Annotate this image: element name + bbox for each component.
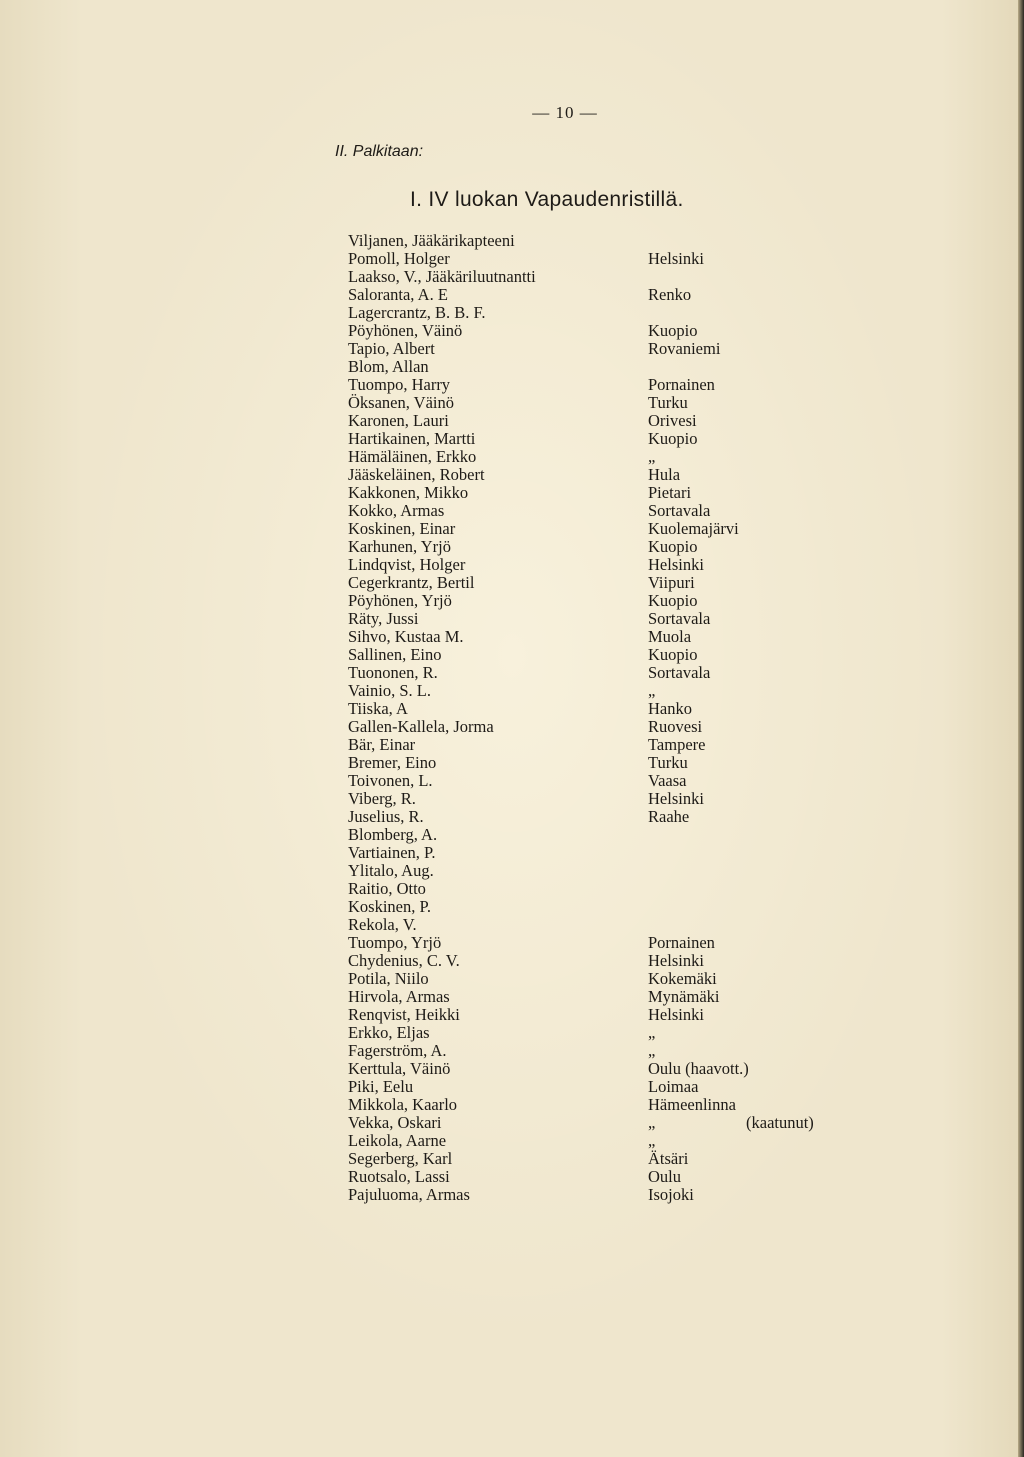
- list-item: [348, 340, 848, 358]
- list-item: [348, 358, 848, 376]
- entry-place: Oulu (haavott.): [648, 1059, 749, 1078]
- list-item: [348, 1096, 848, 1114]
- list-item: [348, 1060, 848, 1078]
- entry-place: Kuopio: [648, 591, 698, 610]
- list-item: [348, 754, 848, 772]
- entry-name: Lindqvist, Holger: [348, 555, 466, 574]
- entry-name: Raitio, Otto: [348, 879, 426, 898]
- entry-place: Hula: [648, 465, 681, 484]
- entry-name: Viberg, R.: [348, 789, 416, 808]
- entry-name: Ruotsalo, Lassi: [348, 1167, 450, 1186]
- entry-place: Kokemäki: [648, 969, 717, 988]
- entry-name: Hirvola, Armas: [348, 987, 450, 1006]
- page-number: — 10 —: [532, 103, 598, 122]
- entry-name: Laakso, V., Jääkäriluutnantti: [348, 267, 536, 286]
- entry-place: Ruovesi: [648, 717, 703, 736]
- list-item: [348, 1132, 848, 1150]
- entry-place: Tampere: [648, 735, 706, 754]
- list-item: [348, 502, 848, 520]
- entry-name: Tiiska, A: [348, 699, 408, 718]
- entry-name: Kokko, Armas: [348, 501, 445, 520]
- list-item: [348, 466, 848, 484]
- list-item: [348, 826, 848, 844]
- entry-place: Kuopio: [648, 321, 698, 340]
- list-item: [348, 556, 848, 574]
- list-item: [348, 682, 848, 700]
- entry-place: Vaasa: [648, 771, 687, 790]
- entry-name: Koskinen, Einar: [348, 519, 456, 538]
- entry-name: Lagercrantz, B. B. F.: [348, 303, 486, 322]
- list-item: [348, 646, 848, 664]
- list-item: [348, 934, 848, 952]
- entry-name: Segerberg, Karl: [348, 1149, 453, 1168]
- entry-place: „: [648, 447, 656, 466]
- list-item: [348, 1042, 848, 1060]
- list-item: [348, 970, 848, 988]
- entry-name: Erkko, Eljas: [348, 1023, 430, 1042]
- list-item: [348, 988, 848, 1006]
- entry-place: „: [648, 681, 656, 700]
- list-item: [348, 772, 848, 790]
- entry-place: Muola: [648, 627, 692, 646]
- entry-name: Rekola, V.: [348, 915, 417, 934]
- entry-place: Turku: [648, 393, 688, 412]
- entry-place: Mynämäki: [648, 987, 720, 1006]
- entry-name: Vartiainen, P.: [348, 843, 436, 862]
- entry-place: Helsinki: [648, 951, 704, 970]
- entry-place: „: [648, 1023, 656, 1042]
- entry-place: Hanko: [648, 699, 692, 718]
- entry-name: Pomoll, Holger: [348, 249, 450, 268]
- list-item: [348, 1168, 848, 1186]
- entry-place: Ätsäri: [648, 1149, 689, 1168]
- entry-name: Saloranta, A. E: [348, 285, 448, 304]
- entry-place: Raahe: [648, 807, 690, 826]
- list-item: [348, 880, 848, 898]
- list-item: [348, 700, 848, 718]
- entry-place: Viipuri: [648, 573, 695, 592]
- entry-name: Cegerkrantz, Bertil: [348, 573, 475, 592]
- entry-place: Sortavala: [648, 609, 711, 628]
- list-item: [348, 412, 848, 430]
- section-label: II. Palkitaan:: [335, 143, 424, 160]
- list-item: [348, 862, 848, 880]
- entry-place: Oulu: [648, 1167, 681, 1186]
- page-edge-shadow: [1018, 0, 1024, 1457]
- list-item: [348, 520, 848, 538]
- entry-name: Kakkonen, Mikko: [348, 483, 469, 502]
- list-item: [348, 322, 848, 340]
- list-item: [348, 1114, 848, 1132]
- list-item: [348, 592, 848, 610]
- entry-name: Chydenius, C. V.: [348, 951, 460, 970]
- list-item: [348, 628, 848, 646]
- entry-place: Helsinki: [648, 555, 704, 574]
- list-item: [348, 898, 848, 916]
- list-item: [348, 718, 848, 736]
- entry-place: Kuopio: [648, 537, 698, 556]
- entry-name: Sihvo, Kustaa M.: [348, 627, 464, 646]
- list-item: [348, 574, 848, 592]
- entry-name: Gallen-Kallela, Jorma: [348, 717, 494, 736]
- entry-name: Hartikainen, Martti: [348, 429, 476, 448]
- entry-name: Tuononen, R.: [348, 663, 438, 682]
- page-heading: I. IV luokan Vapaudenristillä.: [410, 188, 684, 211]
- list-item: [348, 1078, 848, 1096]
- entry-name: Leikola, Aarne: [348, 1131, 447, 1150]
- entry-name: Karhunen, Yrjö: [348, 537, 451, 556]
- list-item: [348, 448, 848, 466]
- list-item: [348, 916, 848, 934]
- list-item: [348, 952, 848, 970]
- entry-name: Sallinen, Eino: [348, 645, 442, 664]
- entry-place: „: [648, 1041, 656, 1060]
- honoree-list: [348, 232, 848, 1204]
- entry-place: „: [648, 1131, 656, 1150]
- entry-name: Ylitalo, Aug.: [348, 861, 434, 880]
- list-item: [348, 790, 848, 808]
- entry-place: Isojoki: [648, 1185, 694, 1204]
- entry-name: Bär, Einar: [348, 735, 416, 754]
- list-item: [348, 430, 848, 448]
- entry-name: Tuompo, Yrjö: [348, 933, 442, 952]
- entry-place: Kuolemajärvi: [648, 519, 739, 538]
- entry-name: Renqvist, Heikki: [348, 1005, 460, 1024]
- list-item: [348, 1150, 848, 1168]
- entry-name: Pöyhönen, Väinö: [348, 321, 463, 340]
- entry-name: Pöyhönen, Yrjö: [348, 591, 452, 610]
- entry-note: (kaatunut): [746, 1113, 814, 1132]
- entry-place: Pietari: [648, 483, 692, 502]
- entry-place: Rovaniemi: [648, 339, 721, 358]
- entry-name: Fagerström, A.: [348, 1041, 447, 1060]
- entry-name: Blom, Allan: [348, 357, 429, 376]
- list-item: [348, 304, 848, 322]
- entry-name: Jääskeläinen, Robert: [348, 465, 485, 484]
- entry-name: Blomberg, A.: [348, 825, 438, 844]
- list-item: [348, 376, 848, 394]
- entry-place: Pornainen: [648, 933, 715, 952]
- entry-name: Potila, Niilo: [348, 969, 429, 988]
- list-item: [348, 610, 848, 628]
- list-item: [348, 736, 848, 754]
- entry-name: Tuompo, Harry: [348, 375, 451, 394]
- entry-place: Turku: [648, 753, 688, 772]
- list-item: [348, 394, 848, 412]
- list-item: [348, 1186, 848, 1204]
- entry-name: Juselius, R.: [348, 807, 424, 826]
- list-item: [348, 232, 848, 250]
- entry-place: Pornainen: [648, 375, 715, 394]
- list-item: [348, 286, 848, 304]
- entry-name: Toivonen, L.: [348, 771, 433, 790]
- entry-place: Helsinki: [648, 249, 704, 268]
- list-item: [348, 1006, 848, 1024]
- entry-place: „: [648, 1113, 656, 1132]
- entry-place: Helsinki: [648, 789, 704, 808]
- entry-place: Sortavala: [648, 663, 711, 682]
- entry-name: Pajuluoma, Armas: [348, 1185, 470, 1204]
- entry-place: Kuopio: [648, 429, 698, 448]
- list-item: [348, 250, 848, 268]
- list-item: [348, 808, 848, 826]
- entry-name: Tapio, Albert: [348, 339, 435, 358]
- entry-name: Vainio, S. L.: [348, 681, 431, 700]
- entry-name: Viljanen, Jääkärikapteeni: [348, 231, 515, 250]
- entry-name: Kerttula, Väinö: [348, 1059, 451, 1078]
- entry-place: Hämeenlinna: [648, 1095, 736, 1114]
- entry-place: Kuopio: [648, 645, 698, 664]
- list-item: [348, 484, 848, 502]
- entry-name: Koskinen, P.: [348, 897, 431, 916]
- list-item: [348, 268, 848, 286]
- entry-name: Karonen, Lauri: [348, 411, 449, 430]
- list-item: [348, 1024, 848, 1042]
- entry-place: Loimaa: [648, 1077, 699, 1096]
- entry-name: Öksanen, Väinö: [348, 393, 455, 412]
- entry-place: Sortavala: [648, 501, 711, 520]
- list-item: [348, 538, 848, 556]
- entry-name: Bremer, Eino: [348, 753, 437, 772]
- entry-place: Helsinki: [648, 1005, 704, 1024]
- entry-name: Piki, Eelu: [348, 1077, 414, 1096]
- entry-name: Vekka, Oskari: [348, 1113, 442, 1132]
- list-item: [348, 664, 848, 682]
- entry-name: Räty, Jussi: [348, 609, 419, 628]
- entry-name: Hämäläinen, Erkko: [348, 447, 477, 466]
- list-item: [348, 844, 848, 862]
- entry-name: Mikkola, Kaarlo: [348, 1095, 458, 1114]
- entry-place: Orivesi: [648, 411, 697, 430]
- entry-place: Renko: [648, 285, 692, 304]
